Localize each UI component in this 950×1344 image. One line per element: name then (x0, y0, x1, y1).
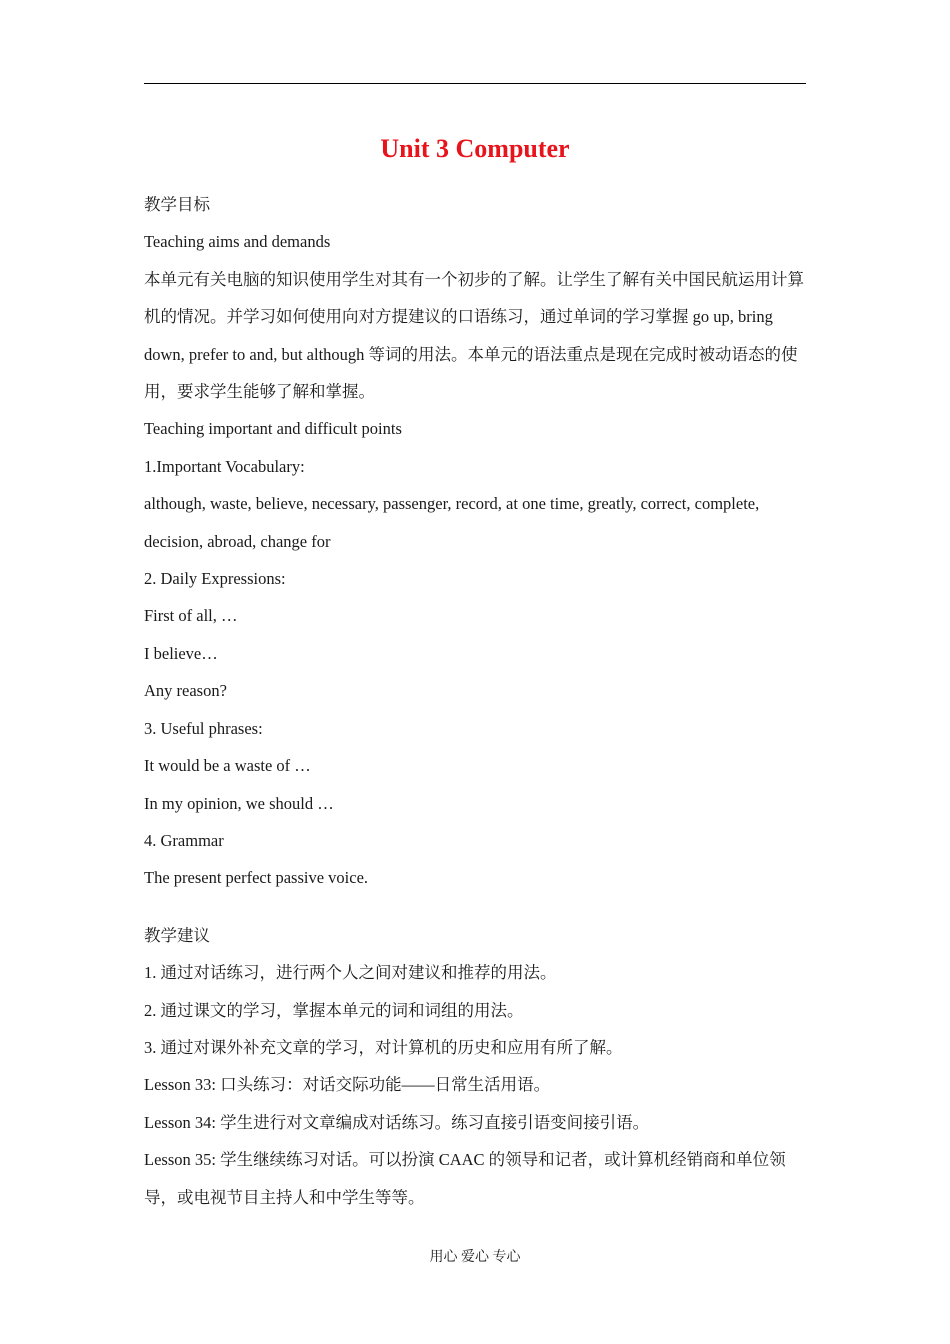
expression-item: First of all, … (144, 606, 238, 626)
phrase-item: In my opinion, we should … (144, 793, 334, 813)
suggestions-section (144, 917, 806, 1216)
suggestion-item: 1. 通过对话练习，进行两个人之间对建议和推荐的用法。 (144, 963, 557, 983)
lesson-item: Lesson 35: 学生继续练习对话。可以扮演 CAAC 的领导和记者，或计算机经销商和单位领导，或电视节目主持人和中学生等等。 (144, 1150, 786, 1207)
grammar-text: The present perfect passive voice. (144, 868, 369, 888)
suggestion-item: 3. 通过对课外补充文章的学习，对计算机的历史和应用有所了解。 (144, 1037, 623, 1057)
lesson-item: Lesson 33: 口头练习：对话交际功能——日常生活用语。 (144, 1075, 551, 1095)
section-heading-aims-cn: 教学目标 (144, 195, 210, 214)
expressions-heading: 2. Daily Expressions: (144, 569, 286, 589)
points-heading: Teaching important and difficult points (144, 419, 402, 439)
page-title: Unit 3 Computer (380, 134, 570, 163)
section-heading-suggestions: 教学建议 (144, 925, 210, 945)
phrase-item: It would be a waste of … (144, 756, 311, 776)
lesson-item: Lesson 34: 学生进行对文章编成对话练习。练习直接引语变间接引语。 (144, 1112, 650, 1132)
vocab-heading: 1.Important Vocabulary: (144, 456, 305, 476)
suggestion-item: 2. 通过课文的学习，掌握本单元的词和词组的用法。 (144, 1000, 524, 1020)
phrases-heading: 3. Useful phrases: (144, 718, 263, 738)
document-body (144, 186, 806, 1216)
expression-item: Any reason? (144, 681, 227, 701)
header-rule (144, 83, 806, 84)
section-gap (144, 897, 806, 917)
aims-paragraph: 本单元有关电脑的知识使用学生对其有一个初步的了解。让学生了解有关中国民航运用计算机的情况。并学习如何使用向对方提建议的口语练习，通过单词的学习掌握 go up, bring down, prefer to and, but although 等词的用法。本单元的语法重点是现在完成时被动语态的使用，要求学生能够了解和掌握。 (144, 269, 804, 402)
expression-item: I believe… (144, 643, 218, 663)
vocab-list: although, waste, believe, necessary, passenger, record, at one time, greatly, correct, complete, decision, abroad, change for (144, 494, 760, 551)
page-footer: 用心 爱心 专心 (429, 1250, 521, 1265)
grammar-heading: 4. Grammar (144, 830, 224, 850)
section-heading-aims-en: Teaching aims and demands (144, 232, 331, 252)
